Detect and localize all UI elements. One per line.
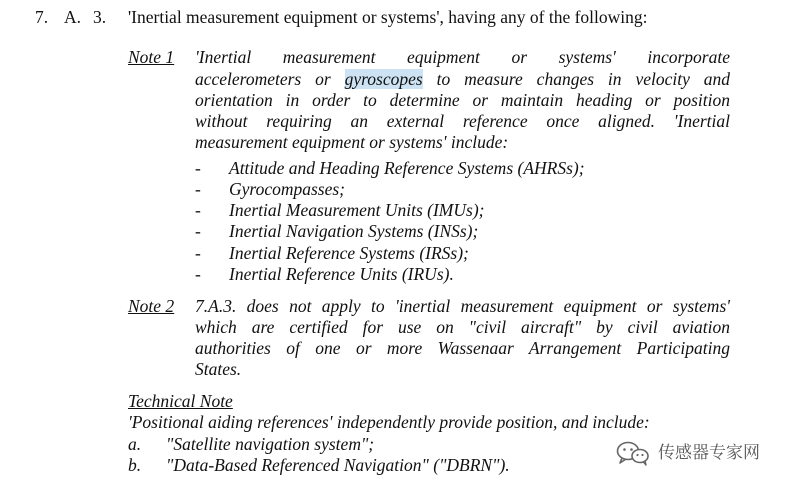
note1-line-5: measurement equipment or systems' include: <box>195 132 509 152</box>
technical-note-label: Technical Note <box>128 391 233 411</box>
note1-line-2-pre: accelerometers or <box>195 69 345 89</box>
list-item-iru: Inertial Reference Units (IRUs). <box>229 264 454 284</box>
note1-line-3: orientation in order to determine or maintain heading or position <box>195 90 730 110</box>
section-title: 'Inertial measurement equipment or systems', having any of the following: <box>128 7 648 27</box>
technical-note-item-b: "Data-Based Referenced Navigation" ("DBRN"). <box>166 455 510 475</box>
list-dash: - <box>195 179 201 199</box>
note2-line-2: which are certified for use on "civil aircraft" by civil aviation <box>195 317 730 337</box>
list-item-irs: Inertial Reference Systems (IRSs); <box>229 243 469 263</box>
list-item-imu: Inertial Measurement Units (IMUs); <box>229 200 485 220</box>
list-dash: - <box>195 221 201 241</box>
note2-label: Note 2 <box>128 296 175 316</box>
technical-note-marker-a: a. <box>128 434 142 454</box>
list-item-ins: Inertial Navigation Systems (INSs); <box>229 221 479 241</box>
note2-line-4: States. <box>195 359 242 379</box>
technical-note-intro: 'Positional aiding references' independently provide position, and include: <box>128 412 650 432</box>
watermark <box>616 438 760 468</box>
highlighted-word: gyroscopes <box>344 69 423 89</box>
technical-note-marker-b: b. <box>128 455 142 475</box>
section-item: 3. <box>93 7 107 27</box>
note1-line-4: without requiring an external reference once aligned. 'Inertial <box>195 111 730 131</box>
list-item-ahrs: Attitude and Heading Reference Systems (AHRSs); <box>229 158 585 178</box>
section-number: 7. <box>35 7 49 27</box>
list-dash: - <box>195 243 201 263</box>
note2-line-1: 7.A.3. does not apply to 'inertial measurement equipment or systems' <box>195 296 730 316</box>
note1-line-2 <box>195 69 730 90</box>
note1-line-1: 'Inertial measurement equipment or systems' incorporate <box>195 47 730 67</box>
note1-label: Note 1 <box>128 47 175 67</box>
wechat-icon <box>616 440 650 466</box>
list-dash: - <box>195 158 201 178</box>
list-dash: - <box>195 200 201 220</box>
note2-line-3: authorities of one or more Wassenaar Arrangement Participating <box>195 338 730 358</box>
note1-line-2-post: to measure changes in velocity and <box>422 69 731 89</box>
watermark-text: 传感器专家网 <box>658 442 760 463</box>
list-dash: - <box>195 264 201 284</box>
technical-note-item-a: "Satellite navigation system"; <box>166 434 375 454</box>
section-category: A. <box>64 7 82 27</box>
list-item-gyrocompasses: Gyrocompasses; <box>229 179 345 199</box>
